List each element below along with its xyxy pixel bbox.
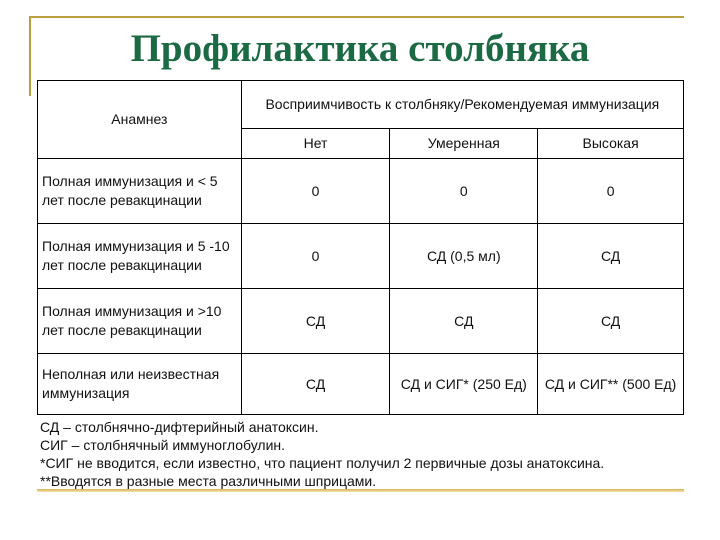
row-label: Неполная или неизвестная иммунизация	[38, 354, 242, 415]
footnote: *СИГ не вводится, если известно, что пациент получил 2 первичные дозы анатоксина.	[40, 455, 605, 471]
top-decor-line	[29, 16, 684, 18]
group-header: Восприимчивость к столбняку/Рекомендуемая иммунизация	[241, 81, 683, 129]
table-cell: СД	[538, 224, 684, 289]
table-cell: СД	[241, 289, 390, 354]
table-cell: СД	[241, 354, 390, 415]
table-cell: 0	[538, 159, 684, 224]
table-cell: СД и СИГ** (500 Ед)	[538, 354, 684, 415]
table-cell: СД	[390, 289, 538, 354]
table-header-row	[38, 81, 684, 129]
column-header: Умеренная	[390, 129, 538, 159]
row-label: Полная иммунизация и >10 лет после ревакцинации	[38, 289, 242, 354]
table-cell: СД и СИГ* (250 Ед)	[390, 354, 538, 415]
table-cell: СД (0,5 мл)	[390, 224, 538, 289]
footnotes	[40, 418, 604, 490]
row-label: Полная иммунизация и 5 -10 лет после ревакцинации	[38, 224, 242, 289]
table-cell: СД	[538, 289, 684, 354]
anamnesis-header: Анамнез	[38, 81, 242, 159]
table-row	[38, 354, 684, 415]
table-cell: 0	[241, 224, 390, 289]
footnote: СИГ – столбнячный иммуноглобулин.	[40, 437, 286, 453]
column-header: Нет	[241, 129, 390, 159]
table-cell: 0	[390, 159, 538, 224]
slide-title: Профилактика столбняка	[130, 27, 590, 70]
table-row	[38, 224, 684, 289]
footnote: **Вводятся в разные места различными шприцами.	[40, 473, 377, 489]
prophylaxis-table	[37, 80, 684, 415]
row-label: Полная иммунизация и < 5 лет после ревакцинации	[38, 159, 242, 224]
table-row	[38, 289, 684, 354]
table-cell: 0	[241, 159, 390, 224]
column-header: Высокая	[538, 129, 684, 159]
bottom-decor-line	[37, 489, 684, 492]
footnote: СД – столбнячно-дифтерийный анатоксин.	[40, 419, 319, 435]
table-row	[38, 159, 684, 224]
